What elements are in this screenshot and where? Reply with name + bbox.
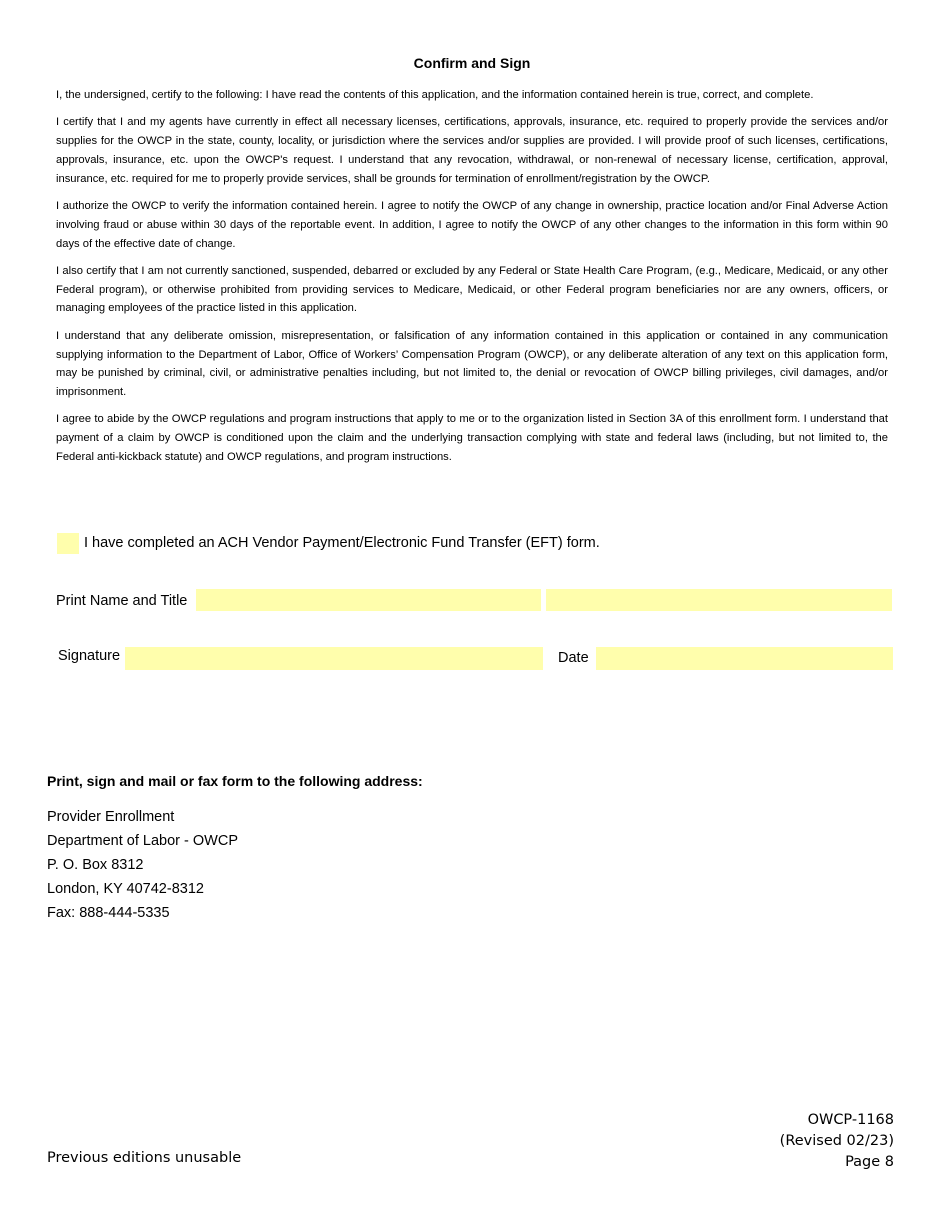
mailing-address (47, 805, 238, 925)
paragraph-certify-contents: I, the undersigned, certify to the following: I have read the contents of this application, and the information contained herein is true, correct, and complete. (56, 89, 814, 101)
paragraph-regulations: I agree to abide by the OWCP regulations and program instructions that apply to me or to the organization listed in Section 3A of this enrollment form. I understand that payment of a claim by OWCP is conditioned upon the claim and the underlying transaction complying with state and federal laws (including, but not limited to, the Federal anti-kickback statute) and OWCP regulations, and program instructions. (56, 413, 888, 464)
signature-label: Signature (58, 648, 121, 664)
date-label: Date (558, 650, 589, 666)
footer-editions-note: Previous editions unusable (47, 1150, 242, 1166)
mail-instructions-heading: Print, sign and mail or fax form to the following address: (47, 773, 423, 789)
print-name-input[interactable] (196, 589, 541, 611)
signature-input[interactable] (125, 647, 543, 670)
date-input[interactable] (596, 647, 893, 670)
print-title-input[interactable] (546, 589, 892, 611)
revision-date: (Revised 02/23) (779, 1133, 894, 1149)
address-line: P. O. Box 8312 (47, 857, 144, 873)
address-line: Department of Labor - OWCP (47, 833, 238, 849)
form-number: OWCP-1168 (807, 1112, 894, 1128)
address-line: Provider Enrollment (47, 809, 175, 825)
paragraph-authorize: I authorize the OWCP to verify the information contained herein. I agree to notify the OWCP of any change in ownership, practice location and/or Final Adverse Action involving fraud or abuse within 30 days of the reportable event. In addition, I agree to notify the OWCP of any other changes to the information in this form within 90 days of the effective date of change. (56, 199, 888, 250)
page-title: Confirm and Sign (413, 55, 531, 71)
page-number: Page 8 (845, 1154, 894, 1170)
certification-text (56, 86, 888, 475)
address-line: London, KY 40742-8312 (47, 881, 204, 897)
paragraph-penalties: I understand that any deliberate omission, misrepresentation, or falsification of any information contained in this application or contained in any communication supplying information to the Department of Labor, Office of Workers’ Compensation Program (OWCP), or any deliberate alteration of any text on this application form, may be punished by criminal, civil, or administrative penalties including, but not limited to, the denial or revocation of OWCP billing privileges, civil damages, and/or imprisonment. (56, 329, 888, 399)
name-title-label: Print Name and Title (56, 593, 188, 609)
ach-checkbox[interactable] (57, 533, 79, 554)
paragraph-licenses: I certify that I and my agents have currently in effect all necessary licenses, certifications, approvals, insurance, etc. required to properly provide the services and/or supplies for the OWCP in the state, county, locality, or jurisdiction where the services and/or supplies are provided. I will provide proof of such licenses, certifications, approvals, insurance, etc. upon the OWCP's request. I understand that any revocation, withdrawal, or non-renewal of necessary license, certification, approval, insurance, etc. required for me to properly provide services, shall be grounds for termination of enrollment/registration by the OWCP. (56, 116, 888, 185)
ach-checkbox-label: I have completed an ACH Vendor Payment/Electronic Fund Transfer (EFT) form. (84, 535, 600, 551)
footer-form-info (780, 1110, 894, 1173)
paragraph-sanctions: I also certify that I am not currently sanctioned, suspended, debarred or excluded by any Federal or State Health Care Program, (e.g., Medicare, Medicaid, or any other Federal program), or otherwise prohibited from providing services to Medicare, Medicaid, or other Federal program beneficiaries nor are any owners, officers, or managing employees of the practice listed in this application. (56, 264, 888, 315)
fax-line: Fax: 888-444-5335 (47, 905, 170, 921)
